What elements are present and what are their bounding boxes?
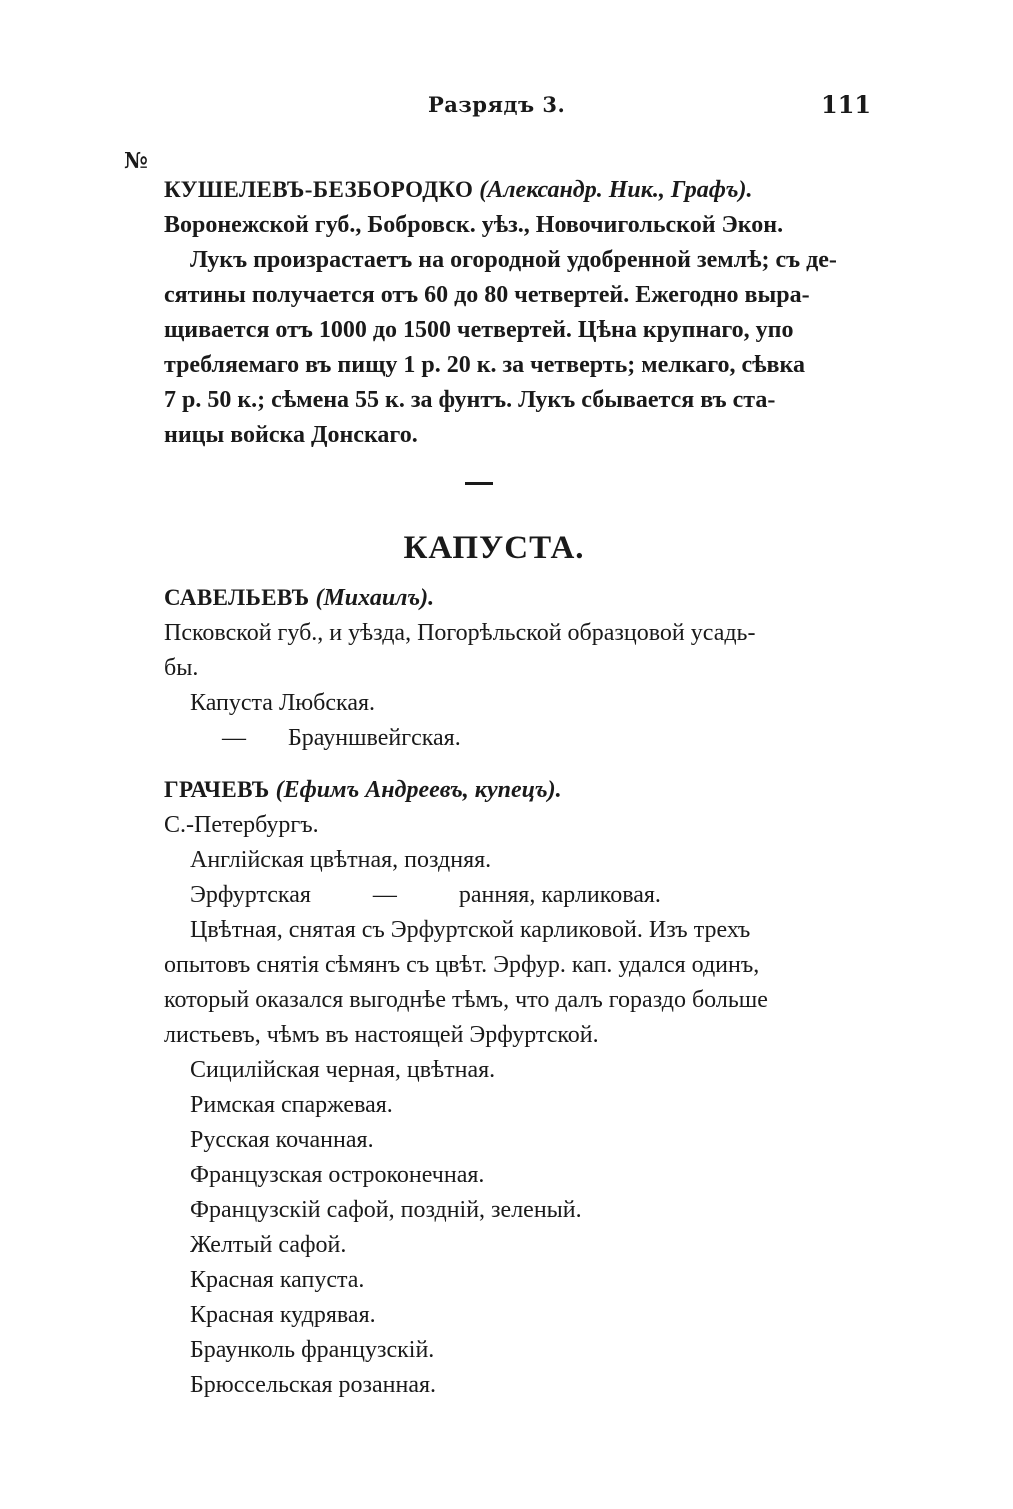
numero-sign: № bbox=[124, 148, 148, 174]
exhibitor-location: Воронежской губ., Бобровск. уѣз., Новочигольской Экон. bbox=[164, 212, 784, 238]
entry-paragraph bbox=[164, 243, 864, 453]
exhibitor-name: ГРАЧЕВЪ bbox=[164, 777, 270, 802]
paragraph-line: Цвѣтная, снятая съ Эрфуртской карликовой. Изъ трехъ bbox=[190, 917, 751, 943]
list-item-text: Эрфуртская bbox=[190, 882, 311, 908]
exhibitor-note: (Ефимъ Андреевъ, купецъ). bbox=[275, 777, 562, 803]
entry-heading bbox=[164, 172, 864, 208]
paragraph-line: ницы войска Донскаго. bbox=[164, 422, 418, 448]
exhibitor-name: КУШЕЛЕВЪ-БЕЗБОРОДКО bbox=[164, 177, 474, 202]
section-separator bbox=[465, 482, 493, 485]
entry-paragraph bbox=[164, 913, 864, 1053]
list-item: Сицилійская черная, цвѣтная. bbox=[190, 1057, 496, 1083]
list-item bbox=[164, 878, 864, 913]
list-item: Французскій сафой, поздній, зеленый. bbox=[190, 1197, 582, 1223]
entry-heading bbox=[164, 580, 864, 616]
list-item-text: ранняя, карликовая. bbox=[458, 882, 661, 908]
paragraph-line: листьевъ, чѣмъ въ настоящей Эрфуртской. bbox=[164, 1022, 599, 1048]
exhibitor-note: (Михаилъ). bbox=[315, 585, 435, 611]
paragraph-line: требляемаго въ пищу 1 р. 20 к. за четверть; мелкаго, сѣвка bbox=[164, 352, 805, 378]
section-title: КАПУСТА. bbox=[403, 530, 585, 566]
exhibitor-location: бы. bbox=[164, 655, 199, 681]
list-item bbox=[164, 721, 864, 756]
list-item: Брюссельская розанная. bbox=[190, 1372, 437, 1398]
exhibitor-note: (Александр. Ник., Графъ). bbox=[479, 177, 753, 203]
list-item: Французская остроконечная. bbox=[190, 1162, 485, 1188]
paragraph-line: щивается отъ 1000 до 1500 четвертей. Цѣна крупнаго, упо bbox=[164, 317, 794, 343]
list-item: Римская спаржевая. bbox=[190, 1092, 393, 1118]
list-item: Красная кудрявая. bbox=[190, 1302, 376, 1328]
entry-heading bbox=[164, 772, 864, 808]
page-number: 111 bbox=[821, 90, 872, 119]
ditto-dash: — bbox=[372, 882, 397, 908]
list-item-text: Брауншвейгская. bbox=[288, 725, 461, 751]
list-item: Желтый сафой. bbox=[190, 1232, 347, 1258]
paragraph-line: Лукъ произрастаетъ на огородной удобренной землѣ; съ де- bbox=[190, 247, 837, 273]
paragraph-line: сятины получается отъ 60 до 80 четвертей. Ежегодно выра- bbox=[164, 282, 810, 308]
running-head: Разрядъ 3. bbox=[428, 92, 566, 117]
paragraph-line: 7 р. 50 к.; сѣмена 55 к. за фунтъ. Лукъ сбывается въ ста- bbox=[164, 387, 776, 413]
list-item: Русская кочанная. bbox=[190, 1127, 374, 1153]
list-item: Красная капуста. bbox=[190, 1267, 365, 1293]
exhibitor-name: САВЕЛЬЕВЪ bbox=[164, 585, 310, 610]
list-item: Англійская цвѣтная, поздняя. bbox=[190, 847, 492, 873]
exhibitor-location: С.-Петербургъ. bbox=[164, 812, 319, 838]
list-item: Капуста Любская. bbox=[190, 690, 376, 716]
ditto-dash: — bbox=[222, 725, 246, 751]
list-item: Браунколь французскій. bbox=[190, 1337, 435, 1363]
exhibitor-location: Псковской губ., и уѣзда, Погорѣльской образцовой усадь- bbox=[164, 620, 756, 646]
page-body bbox=[164, 172, 864, 1403]
paragraph-line: опытовъ снятія сѣмянъ съ цвѣт. Эрфур. кап. удался одинъ, bbox=[164, 952, 760, 978]
paragraph-line: который оказался выгоднѣе тѣмъ, что далъ гораздо больше bbox=[164, 987, 768, 1013]
